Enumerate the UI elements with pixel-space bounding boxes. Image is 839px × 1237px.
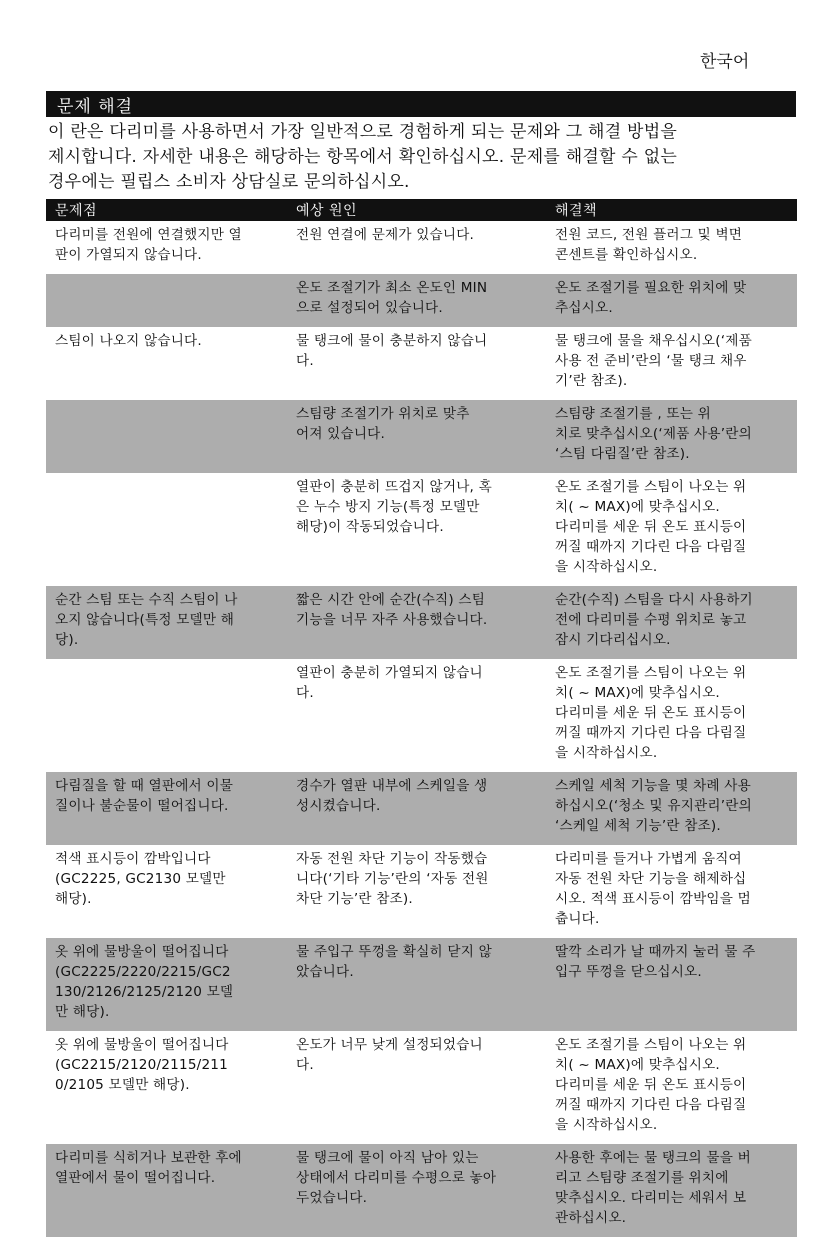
table-row xyxy=(46,659,797,772)
cause-cell: 자동 전원 차단 기능이 작동했습 니다(‘기타 기능’란의 ‘자동 전원 차단 기능’란 참조). xyxy=(296,851,489,907)
header-cause: 예상 원인 xyxy=(287,199,546,221)
problem-cell: 스팀이 나오지 않습니다. xyxy=(55,333,202,349)
solution-cell: 전원 코드, 전원 플러그 및 벽면 콘센트를 확인하십시오. xyxy=(555,227,743,263)
table-row xyxy=(46,586,797,659)
language-label: 한국어 xyxy=(700,52,750,72)
problem-cell: 다리미를 식히거나 보관한 후에 열판에서 물이 떨어집니다. xyxy=(46,1144,287,1237)
cause-cell: 짧은 시간 안에 순간(수직) 스팀 기능을 너무 자주 사용했습니다. xyxy=(287,586,546,659)
solution-cell: 딸깍 소리가 날 때까지 눌러 물 주 입구 뚜껑을 닫으십시오. xyxy=(546,938,797,1031)
cause-cell: 전원 연결에 문제가 있습니다. xyxy=(296,227,475,243)
table-row xyxy=(46,1031,797,1144)
solution-cell: 순간(수직) 스팀을 다시 사용하기 전에 다리미를 수평 위치로 놓고 잠시 기다리십시오. xyxy=(546,586,797,659)
table-row xyxy=(46,845,797,938)
solution-cell: 다리미를 들거나 가볍게 움직여 자동 전원 차단 기능을 해제하십 시오. 적색 표시등이 깜박임을 멈 춥니다. xyxy=(555,851,751,927)
cause-cell: 열판이 충분히 뜨겁지 않거나, 혹 은 누수 방지 기능(특정 모델만 해당)이 작동되었습니다. xyxy=(296,479,492,535)
solution-cell: 스팀량 조절기를 , 또는 위 치로 맞추십시오(‘제품 사용’란의 ‘스팀 다림질’란 참조). xyxy=(546,400,797,473)
problem-cell xyxy=(46,400,287,473)
solution-cell: 사용한 후에는 물 탱크의 물을 버 리고 스팀량 조절기를 위치에 맞추십시오. 다리미는 세워서 보 관하십시오. xyxy=(546,1144,797,1237)
solution-cell: 온도 조절기를 스팀이 나오는 위 치( ~ MAX)에 맞추십시오. 다리미를 세운 뒤 온도 표시등이 꺼질 때까지 기다린 다음 다림질 을 시작하십시오. xyxy=(555,665,747,761)
cause-cell: 스팀량 조절기가 위치로 맞추 어져 있습니다. xyxy=(287,400,546,473)
cause-cell: 온도가 너무 낮게 설정되었습니 다. xyxy=(296,1037,483,1073)
solution-cell: 물 탱크에 물을 채우십시오(‘제품 사용 전 준비’란의 ‘물 탱크 채우 기’란 참조). xyxy=(555,333,752,389)
problem-cell xyxy=(46,659,287,772)
solution-cell: 온도 조절기를 스팀이 나오는 위 치( ~ MAX)에 맞추십시오. 다리미를 세운 뒤 온도 표시등이 꺼질 때까지 기다린 다음 다림질 을 시작하십시오. xyxy=(555,479,747,575)
table-header-row xyxy=(46,199,797,221)
cause-cell: 온도 조절기가 최소 온도인 MIN 으로 설정되어 있습니다. xyxy=(287,274,546,327)
solution-cell: 온도 조절기를 스팀이 나오는 위 치( ~ MAX)에 맞추십시오. 다리미를 세운 뒤 온도 표시등이 꺼질 때까지 기다린 다음 다림질 을 시작하십시오. xyxy=(555,1037,747,1133)
table-row xyxy=(46,221,797,274)
problem-cell: 옷 위에 물방울이 떨어집니다 (GC2215/2120/2115/211 0/2105 모델만 해당). xyxy=(55,1037,229,1093)
section-title: 문제 해결 xyxy=(46,91,796,117)
problem-cell xyxy=(46,473,287,586)
cause-cell: 열판이 충분히 가열되지 않습니 다. xyxy=(296,665,483,701)
cause-cell: 물 주입구 뚜껑을 확실히 닫지 않 았습니다. xyxy=(287,938,546,1031)
problem-cell xyxy=(46,274,287,327)
intro-paragraph: 이 란은 다리미를 사용하면서 가장 일반적으로 경험하게 되는 문제와 그 해결 방법을 제시합니다. 자세한 내용은 해당하는 항목에서 확인하십시오. 문제를 해결할 수 없는 경우에는 필립스 소비자 상담실로 문의하십시오. xyxy=(48,122,678,192)
cause-cell: 경수가 열판 내부에 스케일을 생 성시켰습니다. xyxy=(287,772,546,845)
problem-cell: 다리미를 전원에 연결했지만 열 판이 가열되지 않습니다. xyxy=(55,227,242,263)
cause-cell: 물 탱크에 물이 아직 남아 있는 상태에서 다리미를 수평으로 놓아 두었습니다. xyxy=(287,1144,546,1237)
problem-cell: 순간 스팀 또는 수직 스팀이 나 오지 않습니다(특정 모델만 해 당). xyxy=(46,586,287,659)
table-row xyxy=(46,473,797,586)
header-problem: 문제점 xyxy=(46,199,287,221)
problem-cell: 다림질을 할 때 열판에서 이물 질이나 불순물이 떨어집니다. xyxy=(46,772,287,845)
table-row xyxy=(46,400,797,473)
problem-cell: 적색 표시등이 깜박입니다 (GC2225, GC2130 모델만 해당). xyxy=(55,851,226,907)
table-row xyxy=(46,938,797,1031)
header-solution: 해결책 xyxy=(546,199,797,221)
table-row xyxy=(46,327,797,400)
table-row xyxy=(46,274,797,327)
problem-cell: 옷 위에 물방울이 떨어집니다 (GC2225/2220/2215/GC2 130/2126/2125/2120 모델 만 해당). xyxy=(46,938,287,1031)
cause-cell: 물 탱크에 물이 충분하지 않습니 다. xyxy=(296,333,488,369)
troubleshooting-table xyxy=(46,199,797,1237)
solution-cell: 온도 조절기를 필요한 위치에 맞 추십시오. xyxy=(546,274,797,327)
solution-cell: 스케일 세척 기능을 몇 차례 사용 하십시오(‘청소 및 유지관리’란의 ‘스케일 세척 기능’란 참조). xyxy=(546,772,797,845)
table-row xyxy=(46,772,797,845)
